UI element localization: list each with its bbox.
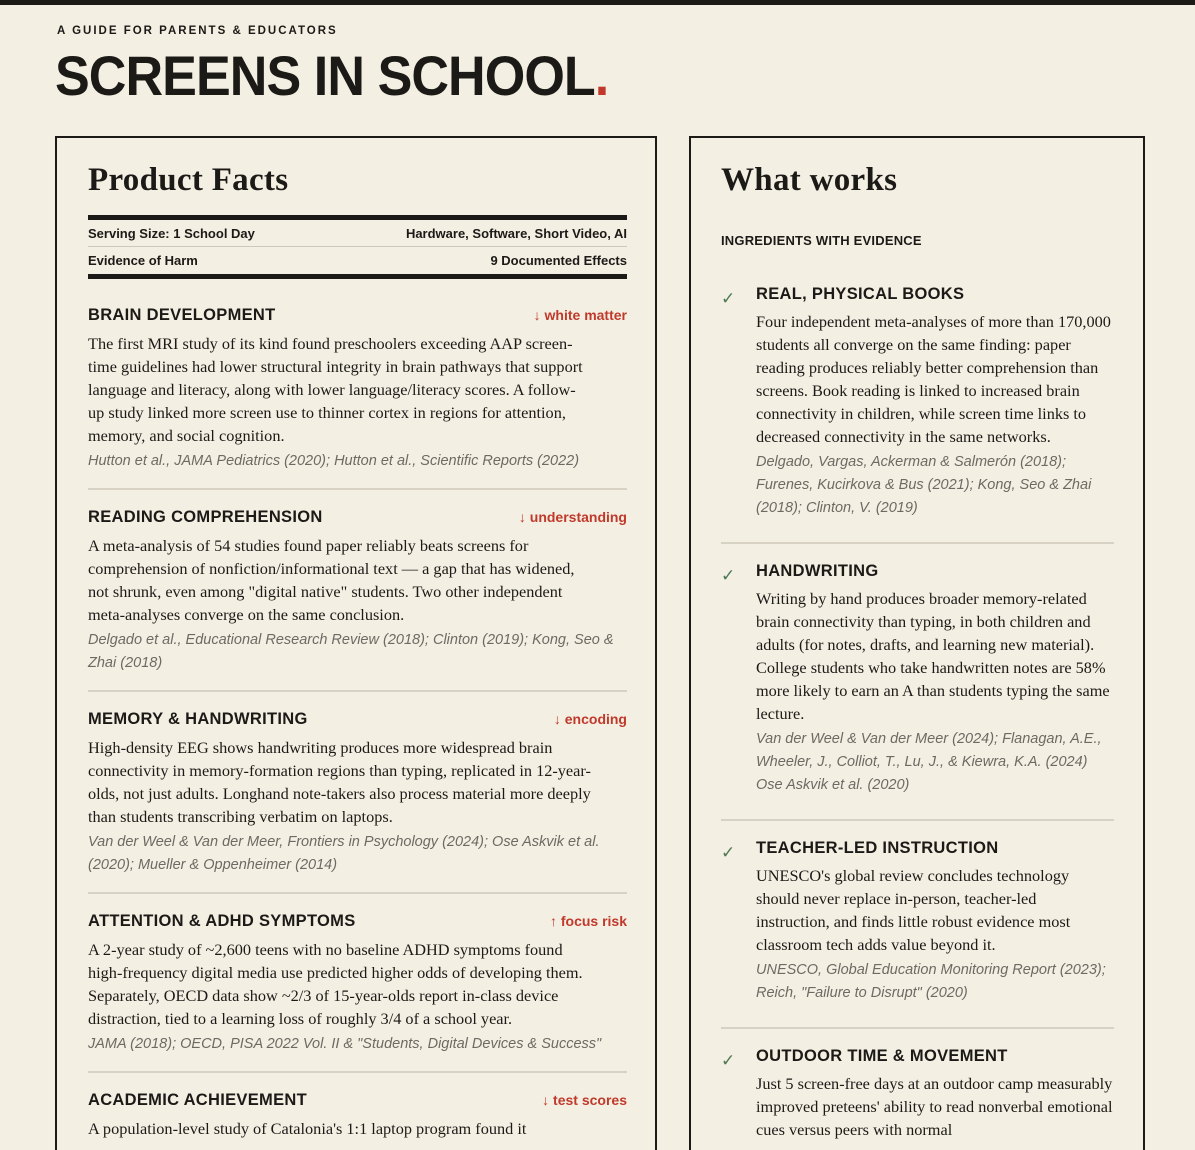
section-citation: Van der Weel & Van der Meer, Frontiers in Psychology (2024); Ose Askvik et al. (2020); Mueller & Oppenheimer (2014) (88, 834, 600, 873)
section-title: BRAIN DEVELOPMENT (88, 306, 276, 324)
section-body: High-density EEG shows handwriting produces more widespread brain connectivity in memory-formation regions than typing, replicated in 12-year-olds, not just adults. Longhand note-takers also process material more deeply than students transcribing verbatim on laptops. (88, 738, 591, 826)
section-body: A meta-analysis of 54 studies found paper reliably beats screens for comprehension of nonfiction/informational text — a gap that has widened, not shrunk, even among "digital native" students. Two other independent meta-analyses converge on the same conclusion. (88, 536, 575, 624)
harm-sections (88, 306, 627, 1150)
section-body: A 2-year study of ~2,600 teens with no baseline ADHD symptoms found high-frequency digital media use predicted higher odds of developing them. Separately, OECD data show ~2/3 of 15-year-olds report in-class device distraction, tied to a learning loss of roughly 3/4 of a school year. (88, 940, 583, 1028)
evidence-item (721, 839, 1114, 1029)
section-flag: ↑ focus risk (549, 913, 627, 929)
what-works-panel (689, 136, 1145, 1150)
page-title (55, 45, 608, 107)
section-title: ATTENTION & ADHD SYMPTOMS (88, 912, 356, 930)
evidence-value: 9 Documented Effects (490, 253, 627, 268)
harm-section (88, 912, 627, 1073)
serving-size-row (88, 220, 627, 247)
section-citation: Hutton et al., JAMA Pediatrics (2020); Hutton et al., Scientific Reports (2022) (88, 453, 580, 469)
section-title: MEMORY & HANDWRITING (88, 710, 308, 728)
section-title: ACADEMIC ACHIEVEMENT (88, 1091, 307, 1109)
harm-section (88, 306, 627, 490)
item-body: UNESCO's global review concludes technology should never replace in-person, teacher-led instruction, and finds little robust evidence most classroom tech adds value beyond it. (756, 866, 1071, 954)
item-title: REAL, PHYSICAL BOOKS (756, 285, 965, 303)
section-citation: Delgado et al., Educational Research Review (2018); Clinton (2019); Kong, Seo & Zhai (2018) (88, 632, 614, 671)
item-title: OUTDOOR TIME & MOVEMENT (756, 1047, 1008, 1065)
what-works-subheading: INGREDIENTS WITH EVIDENCE (721, 233, 922, 248)
section-citation: JAMA (2018); OECD, PISA 2022 Vol. II & "Students, Digital Devices & Success" (88, 1036, 602, 1052)
harm-section (88, 508, 627, 692)
section-body: A population-level study of Catalonia's 1:1 laptop program found it (88, 1119, 527, 1138)
product-facts-panel (55, 136, 657, 1150)
evidence-row (88, 247, 627, 274)
evidence-label: Evidence of Harm (88, 253, 198, 268)
evidence-item (721, 562, 1114, 821)
item-body: Four independent meta-analyses of more than 170,000 students all converge on the same finding: paper reading produces reliably better comprehension than screens. Book reading is linked to increased brain connectivity in children, while screen time links to decreased connectivity in the same networks. (756, 312, 1111, 446)
what-works-heading: What works (721, 162, 898, 198)
serving-size-value: Hardware, Software, Short Video, AI (405, 225, 627, 241)
item-body: Just 5 screen-free days at an outdoor camp measurably improved preteens' ability to read nonverbal emotional cues versus peers with normal (756, 1074, 1113, 1139)
item-body: Writing by hand produces broader memory-related brain connectivity than typing, in both children and adults (for notes, drafts, and learning new material). College students who take handwritten notes are 58% more likely to earn an A than students typing the same lecture. (756, 589, 1110, 723)
facts-table (88, 215, 627, 279)
evidence-item (721, 1047, 1114, 1150)
harm-section (88, 1091, 627, 1150)
harm-section (88, 710, 627, 894)
section-flag: ↓ white matter (533, 307, 627, 323)
item-title: HANDWRITING (756, 562, 879, 580)
section-title: READING COMPREHENSION (88, 508, 323, 526)
item-citation: Delgado, Vargas, Ackerman & Salmerón (2018); Furenes, Kucirkova & Bus (2021); Kong, Seo & Zhai (2018); Clinton, V. (2019) (756, 454, 1092, 516)
section-flag: ↓ understanding (518, 509, 627, 525)
item-citation: UNESCO, Global Education Monitoring Report (2023); Reich, "Failure to Disrupt" (2020) (756, 962, 1106, 1001)
item-citation: Van der Weel & Van der Meer (2024); Flanagan, A.E., Wheeler, J., Colliot, T., Lu, J., & Kiewra, K.A. (2024) Ose Askvik et al. (2020) (756, 731, 1102, 793)
eyebrow: A GUIDE FOR PARENTS & EDUCATORS (57, 25, 338, 37)
check-icon: ✓ (721, 566, 736, 585)
page-title-text: SCREENS IN SCHOOL (55, 44, 595, 107)
check-icon: ✓ (721, 289, 736, 308)
check-icon: ✓ (721, 843, 736, 862)
serving-size-label: Serving Size: 1 School Day (88, 225, 255, 241)
facts-divider-bottom (88, 274, 627, 279)
check-icon: ✓ (721, 1051, 736, 1070)
product-facts-heading: Product Facts (88, 162, 289, 198)
title-dot: . (594, 44, 609, 107)
section-body: The first MRI study of its kind found preschoolers exceeding AAP screen-time guidelines had lower structural integrity in brain pathways that support language and literacy, along with lower language/literacy scores. A follow-up study linked more screen use to thinner cortex in regions for attention, memory, and social cognition. (88, 334, 583, 445)
evidence-item (721, 285, 1114, 544)
evidence-items (721, 285, 1114, 1150)
item-title: TEACHER-LED INSTRUCTION (756, 839, 999, 857)
section-flag: ↓ encoding (553, 711, 627, 727)
section-flag: ↓ test scores (542, 1092, 627, 1108)
